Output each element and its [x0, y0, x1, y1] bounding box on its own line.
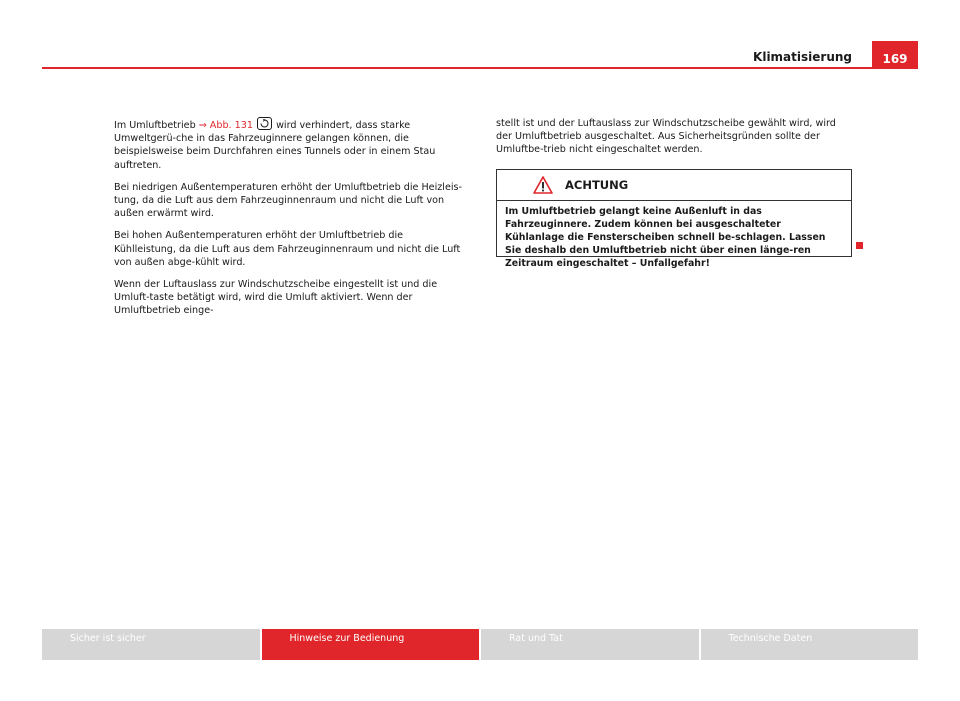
figure-reference-link[interactable]: ⇒ Abb. 131 [198, 120, 253, 131]
footer-tab-advice[interactable]: Rat und Tat [481, 629, 699, 660]
page-number: 169 [872, 41, 918, 69]
recirculation-icon [257, 117, 272, 130]
paragraph-windshield: Wenn der Luftauslass zur Windschutzscheibe eingestellt ist und die Umluft-taste betätigt wird, wird die Umluft aktiviert. Wenn der Umluftbetrieb einge- [114, 279, 438, 317]
warning-title: ACHTUNG [565, 178, 629, 192]
left-column [114, 117, 466, 327]
footer-nav [42, 629, 918, 660]
footer-tab-safety[interactable]: Sicher ist sicher [42, 629, 260, 660]
warning-box [496, 169, 852, 269]
paragraph-cooling: Bei hohen Außentemperaturen erhöht der Umluftbetrieb die Kühlleistung, da die Luft aus dem Fahrzeuginnenraum und nicht die Luft von außen abge-kühlt wird. [114, 230, 461, 268]
warning-triangle-icon [533, 176, 553, 194]
footer-tab-technical-data[interactable]: Technische Daten [701, 629, 919, 660]
paragraph-recirculation-intro [114, 117, 466, 172]
paragraph-heating: Bei niedrigen Außentemperaturen erhöht der Umluftbetrieb die Heizleis-tung, da die Luft aus dem Fahrzeuginnenraum und nicht die Luft von außen erwärmt wird. [114, 181, 462, 220]
section-end-marker [856, 242, 863, 249]
footer-tab-operation[interactable]: Hinweise zur Bedienung [262, 629, 480, 660]
paragraph-safety: stellt ist und der Luftauslass zur Windschutzscheibe gewählt wird, wird der Umluftbetrieb ausgeschaltet. Aus Sicherheitsgründen sollte der Umluftbe-trieb nicht eingeschaltet werden. [496, 118, 836, 156]
warning-text: Im Umluftbetrieb gelangt keine Außenluft in das Fahrzeuginnere. Zudem können bei ausgeschalteter Kühlanlage die Fensterscheiben schnell be-schlagen. Lassen Sie deshalb den Umluftbetrieb nicht über einen länge-ren Zeitraum eingeschaltet – Unfallgefahr! [505, 206, 826, 269]
section-title: Klimatisierung [753, 50, 852, 64]
right-column [496, 117, 852, 166]
warning-header [497, 170, 851, 201]
text-segment: wird verhindert, dass starke Umweltgerü-che in das Fahrzeuginnere gelangen können, die beispielsweise beim Durchfahren eines Tunnels oder in einem Stau auftreten. [114, 120, 436, 171]
header-rule [42, 67, 918, 69]
text-segment: Im Umluftbetrieb [114, 120, 199, 131]
